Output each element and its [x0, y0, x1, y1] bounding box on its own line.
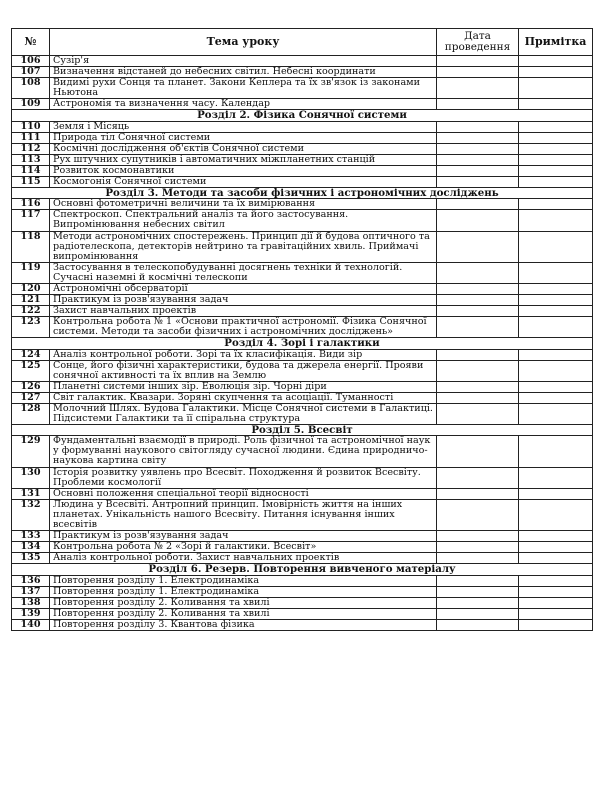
lesson-topic: Методи астрономічних спостережень. Принцип дії й будова оптичного та радіотелескопа, детекторів нейтрино та гравітаційних хвиль. Приймачі випромінювання — [50, 231, 437, 262]
lesson-notes-cell — [519, 99, 593, 110]
lesson-topic: Захист навчальних проектів — [50, 306, 437, 317]
lesson-topic: Видимі рухи Сонця та планет. Закони Кеплера та їх зв'язок із законами Ньютона — [50, 78, 437, 99]
lesson-number: 108 — [12, 78, 50, 99]
lesson-notes-cell — [519, 586, 593, 597]
lesson-topic: Космічні дослідження об'єктів Сонячної системи — [50, 143, 437, 154]
lesson-number: 114 — [12, 165, 50, 176]
lesson-date-cell — [437, 608, 519, 619]
lesson-date-cell — [437, 360, 519, 381]
lesson-date-cell — [437, 210, 519, 231]
lesson-row — [12, 392, 593, 403]
lesson-date-cell — [437, 349, 519, 360]
lesson-row — [12, 132, 593, 143]
lesson-topic: Основні положення спеціальної теорії відносності — [50, 488, 437, 499]
lesson-number: 112 — [12, 143, 50, 154]
section-title: Розділ 3. Методи та засоби фізичних і астрономічних досліджень — [12, 188, 593, 199]
lesson-row — [12, 542, 593, 553]
lesson-topic: Повторення розділу 1. Електродинаміка — [50, 575, 437, 586]
lesson-number: 124 — [12, 349, 50, 360]
lesson-row — [12, 488, 593, 499]
section-title: Розділ 4. Зорі і галактики — [12, 338, 593, 349]
lesson-topic: Повторення розділу 2. Коливання та хвилі — [50, 608, 437, 619]
lesson-date-cell — [437, 295, 519, 306]
section-header-row — [12, 338, 593, 349]
lesson-row — [12, 404, 593, 425]
lesson-date-cell — [437, 154, 519, 165]
lesson-row — [12, 436, 593, 467]
lesson-row — [12, 177, 593, 188]
section-header-row — [12, 188, 593, 199]
lesson-notes-cell — [519, 608, 593, 619]
lesson-row — [12, 575, 593, 586]
lesson-topic: Фундаментальні взаємодії в природі. Роль фізичної та астрономічної наук у формуванні наукового світогляду сучасної людини. Єдина природничо-наукова картина світу — [50, 436, 437, 467]
lesson-date-cell — [437, 436, 519, 467]
lesson-notes-cell — [519, 553, 593, 564]
lesson-notes-cell — [519, 165, 593, 176]
lesson-row — [12, 56, 593, 67]
lesson-row — [12, 165, 593, 176]
lesson-row — [12, 597, 593, 608]
lesson-date-cell — [437, 121, 519, 132]
lesson-topic: Аналіз контрольної роботи. Захист навчальних проектів — [50, 553, 437, 564]
lesson-topic: Основні фотометричні величини та їх вимірювання — [50, 199, 437, 210]
lesson-number: 106 — [12, 56, 50, 67]
lesson-notes-cell — [519, 154, 593, 165]
lesson-topic: Повторення розділу 1. Електродинаміка — [50, 586, 437, 597]
lesson-date-cell — [437, 488, 519, 499]
lesson-notes-cell — [519, 199, 593, 210]
table-header-row — [12, 29, 593, 56]
lesson-topic: Визначення відстаней до небесних світил. Небесні координати — [50, 67, 437, 78]
lesson-row — [12, 78, 593, 99]
lesson-notes-cell — [519, 67, 593, 78]
lesson-date-cell — [437, 262, 519, 283]
lesson-notes-cell — [519, 231, 593, 262]
lesson-row — [12, 619, 593, 630]
lesson-row — [12, 143, 593, 154]
lesson-date-cell — [437, 56, 519, 67]
lesson-notes-cell — [519, 436, 593, 467]
section-header-row — [12, 564, 593, 575]
lesson-row — [12, 121, 593, 132]
lesson-number: 135 — [12, 553, 50, 564]
lesson-notes-cell — [519, 177, 593, 188]
lesson-number: 115 — [12, 177, 50, 188]
lesson-topic: Рух штучних супутників і автоматичних міжпланетних станцій — [50, 154, 437, 165]
lesson-date-cell — [437, 99, 519, 110]
lesson-number: 119 — [12, 262, 50, 283]
lesson-notes-cell — [519, 132, 593, 143]
lesson-number: 125 — [12, 360, 50, 381]
lesson-topic: Сузір'я — [50, 56, 437, 67]
lesson-number: 111 — [12, 132, 50, 143]
lesson-row — [12, 467, 593, 488]
lesson-notes-cell — [519, 381, 593, 392]
lesson-number: 140 — [12, 619, 50, 630]
lesson-topic: Природа тіл Сонячної системи — [50, 132, 437, 143]
lesson-topic: Космогонія Сонячної системи — [50, 177, 437, 188]
section-title: Розділ 2. Фізика Сонячної системи — [12, 110, 593, 121]
lesson-number: 123 — [12, 317, 50, 338]
lesson-date-cell — [437, 499, 519, 530]
lesson-date-cell — [437, 199, 519, 210]
lesson-number: 137 — [12, 586, 50, 597]
lesson-topic: Спектроскоп. Спектральний аналіз та його застосування. Випромінювання небесних світил — [50, 210, 437, 231]
lesson-row — [12, 360, 593, 381]
lesson-date-cell — [437, 132, 519, 143]
section-header-row — [12, 425, 593, 436]
lesson-row — [12, 499, 593, 530]
lesson-row — [12, 586, 593, 597]
lesson-date-cell — [437, 467, 519, 488]
lesson-notes-cell — [519, 392, 593, 403]
lesson-date-cell — [437, 317, 519, 338]
lesson-topic: Практикум із розв'язування задач — [50, 295, 437, 306]
lesson-row — [12, 349, 593, 360]
lesson-notes-cell — [519, 499, 593, 530]
lesson-notes-cell — [519, 210, 593, 231]
lesson-topic: Контрольна робота № 2 «Зорі й галактики. Всесвіт» — [50, 542, 437, 553]
lesson-topic: Розвиток космонавтики — [50, 165, 437, 176]
lesson-topic: Сонце, його фізичні характеристики, будова та джерела енергії. Прояви сонячної активності та їх вплив на Землю — [50, 360, 437, 381]
lesson-topic: Контрольна робота № 1 «Основи практичної астрономії. Фізика Сонячної системи. Методи та засоби фізичних і астрономічних досліджень» — [50, 317, 437, 338]
lesson-topic: Планетні системи інших зір. Еволюція зір. Чорні діри — [50, 381, 437, 392]
lesson-topic: Повторення розділу 3. Квантова фізика — [50, 619, 437, 630]
lesson-date-cell — [437, 143, 519, 154]
lesson-number: 107 — [12, 67, 50, 78]
lesson-date-cell — [437, 597, 519, 608]
lesson-number: 132 — [12, 499, 50, 530]
lesson-date-cell — [437, 306, 519, 317]
lesson-notes-cell — [519, 575, 593, 586]
lesson-number: 138 — [12, 597, 50, 608]
lesson-date-cell — [437, 177, 519, 188]
lesson-date-cell — [437, 283, 519, 294]
lesson-date-cell — [437, 553, 519, 564]
lesson-row — [12, 531, 593, 542]
lesson-topic: Аналіз контрольної роботи. Зорі та їх класифікація. Види зір — [50, 349, 437, 360]
lesson-row — [12, 608, 593, 619]
lesson-row — [12, 210, 593, 231]
lesson-notes-cell — [519, 283, 593, 294]
lesson-row — [12, 553, 593, 564]
lesson-notes-cell — [519, 295, 593, 306]
lesson-number: 118 — [12, 231, 50, 262]
lesson-number: 110 — [12, 121, 50, 132]
lesson-date-cell — [437, 575, 519, 586]
lesson-notes-cell — [519, 597, 593, 608]
lesson-row — [12, 99, 593, 110]
lesson-number: 134 — [12, 542, 50, 553]
lesson-row — [12, 381, 593, 392]
lesson-plan-table — [11, 28, 593, 631]
lesson-notes-cell — [519, 360, 593, 381]
lesson-date-cell — [437, 78, 519, 99]
lesson-number: 117 — [12, 210, 50, 231]
lesson-notes-cell — [519, 488, 593, 499]
lesson-topic: Застосування в телескопобудуванні досягнень техніки й технологій. Сучасні наземні й космічні телескопи — [50, 262, 437, 283]
header-notes: Примітка — [519, 29, 593, 56]
lesson-number: 109 — [12, 99, 50, 110]
table-body — [12, 56, 593, 631]
lesson-topic: Практикум із розв'язування задач — [50, 531, 437, 542]
lesson-row — [12, 262, 593, 283]
header-topic: Тема уроку — [50, 29, 437, 56]
lesson-number: 121 — [12, 295, 50, 306]
lesson-row — [12, 199, 593, 210]
lesson-number: 127 — [12, 392, 50, 403]
lesson-topic: Молочний Шлях. Будова Галактики. Місце Сонячної системи в Галактиці. Підсистеми Галактики та її спіральна структура — [50, 404, 437, 425]
header-date: Дата проведення — [437, 29, 519, 56]
lesson-number: 129 — [12, 436, 50, 467]
lesson-date-cell — [437, 404, 519, 425]
lesson-date-cell — [437, 392, 519, 403]
section-title: Розділ 5. Всесвіт — [12, 425, 593, 436]
lesson-number: 130 — [12, 467, 50, 488]
lesson-date-cell — [437, 381, 519, 392]
lesson-row — [12, 67, 593, 78]
lesson-notes-cell — [519, 306, 593, 317]
section-header-row — [12, 110, 593, 121]
lesson-date-cell — [437, 542, 519, 553]
lesson-date-cell — [437, 67, 519, 78]
lesson-topic: Людина у Всесвіті. Антропний принцип. Імовірність життя на інших планетах. Унікальність нашого Всесвіту. Питання існування інших всесвітів — [50, 499, 437, 530]
lesson-number: 133 — [12, 531, 50, 542]
lesson-number: 131 — [12, 488, 50, 499]
lesson-number: 128 — [12, 404, 50, 425]
lesson-number: 116 — [12, 199, 50, 210]
lesson-notes-cell — [519, 78, 593, 99]
lesson-topic: Історія розвитку уявлень про Всесвіт. Походження й розвиток Всесвіту. Проблеми космології — [50, 467, 437, 488]
lesson-notes-cell — [519, 262, 593, 283]
lesson-row — [12, 283, 593, 294]
lesson-notes-cell — [519, 619, 593, 630]
lesson-date-cell — [437, 231, 519, 262]
lesson-notes-cell — [519, 56, 593, 67]
lesson-notes-cell — [519, 531, 593, 542]
lesson-date-cell — [437, 165, 519, 176]
lesson-topic: Астрономія та визначення часу. Календар — [50, 99, 437, 110]
lesson-row — [12, 154, 593, 165]
lesson-notes-cell — [519, 349, 593, 360]
lesson-notes-cell — [519, 404, 593, 425]
lesson-notes-cell — [519, 317, 593, 338]
lesson-topic: Світ галактик. Квазари. Зоряні скупчення та асоціації. Туманності — [50, 392, 437, 403]
lesson-topic: Астрономічні обсерваторії — [50, 283, 437, 294]
section-title: Розділ 6. Резерв. Повторення вивченого матеріалу — [12, 564, 593, 575]
lesson-row — [12, 306, 593, 317]
lesson-number: 122 — [12, 306, 50, 317]
lesson-notes-cell — [519, 143, 593, 154]
lesson-topic: Повторення розділу 2. Коливання та хвилі — [50, 597, 437, 608]
lesson-number: 120 — [12, 283, 50, 294]
lesson-notes-cell — [519, 121, 593, 132]
lesson-topic: Земля і Місяць — [50, 121, 437, 132]
lesson-number: 136 — [12, 575, 50, 586]
header-number: № — [12, 29, 50, 56]
lesson-notes-cell — [519, 542, 593, 553]
lesson-number: 139 — [12, 608, 50, 619]
lesson-number: 126 — [12, 381, 50, 392]
lesson-row — [12, 295, 593, 306]
lesson-row — [12, 317, 593, 338]
lesson-date-cell — [437, 586, 519, 597]
lesson-date-cell — [437, 619, 519, 630]
lesson-date-cell — [437, 531, 519, 542]
lesson-notes-cell — [519, 467, 593, 488]
lesson-number: 113 — [12, 154, 50, 165]
lesson-row — [12, 231, 593, 262]
